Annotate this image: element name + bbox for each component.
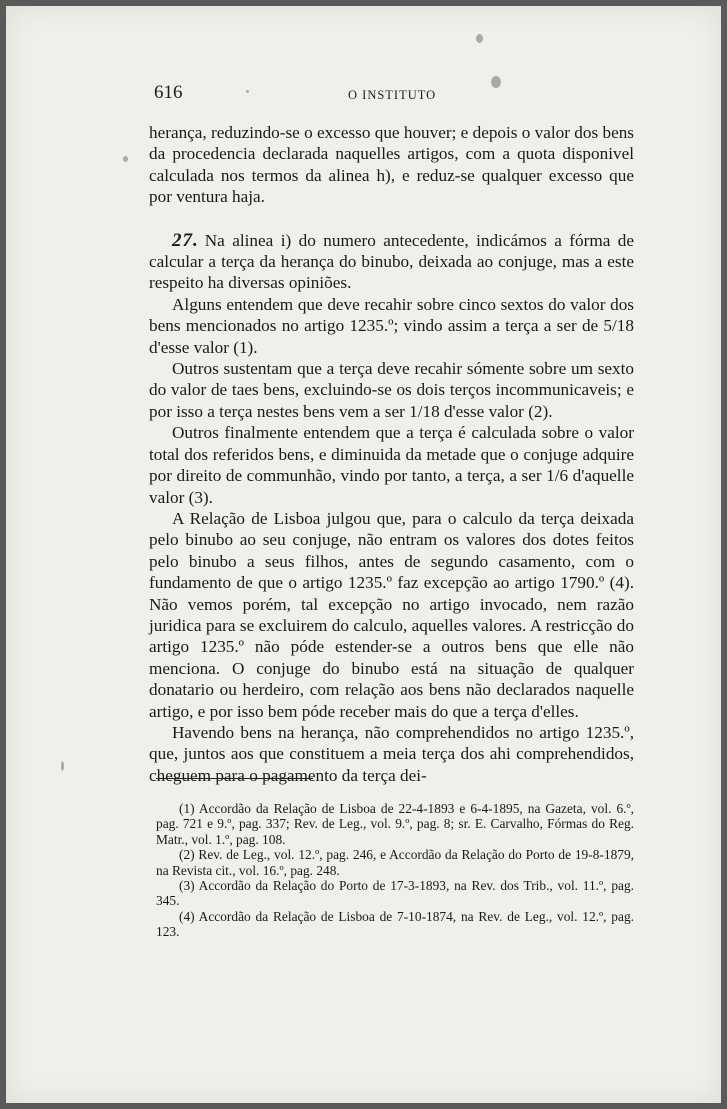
paragraph: Havendo bens na herança, não comprehendidos no artigo 1235.º, que, juntos aos que constituem a meia terça dos ahi comprehendidos, cheguem para o pagamento da terça dei- xyxy=(149,722,634,785)
footnote: (3) Accordão da Relação do Porto de 17-3-1893, na Rev. dos Trib., vol. 11.º, pag. 345. xyxy=(156,878,634,909)
running-header xyxy=(154,82,634,106)
footnotes xyxy=(156,801,634,940)
page-number: 616 xyxy=(154,82,183,103)
footnote: (4) Accordão da Relação de Lisboa de 7-10-1874, na Rev. de Leg., vol. 12.º, pag. 123. xyxy=(156,908,634,940)
footnote-rule xyxy=(156,778,313,779)
paragraph: Alguns entendem que deve recahir sobre cinco sextos do valor dos bens mencionados no artigo 1235.º; vindo assim a terça a ser de 5/18 d'esse valor (1). xyxy=(149,294,634,357)
section-paragraph xyxy=(149,230,634,294)
paragraph-text: Na alinea i) do numero antecedente, indicámos a fórma de calcular a terça da herança do binubo, deixada ao conjuge, mas a este respeito ha diversas opiniões. xyxy=(149,230,634,293)
paragraph: Outros finalmente entendem que a terça é calculada sobre o valor total dos referidos bens, e diminuida da metade que o conjuge adquire por direito de communhão, vindo por tanto, a terça, a ser 1/6 d'aquelle valor (3). xyxy=(149,423,634,507)
running-title: O INSTITUTO xyxy=(348,88,437,102)
section-number: 27. xyxy=(172,229,199,251)
footnote: (1) Accordão da Relação de Lisboa de 22-4-1893 e 6-4-1895, na Gazeta, vol. 6.º, pag. 721 e 9.º, pag. 337; Rev. de Leg., vol. 9.º, pag. 8; sr. E. Carvalho, Fórmas do Reg. Matr., vol. 1.º, pag. 108. xyxy=(156,801,634,847)
main-text xyxy=(149,122,634,786)
scan-speck xyxy=(476,34,483,43)
paragraph: herança, reduzindo-se o excesso que houver; e depois o valor dos bens da procedencia declarada naquelles artigos, com a quota disponivel calculada nos termos da alinea h), e reduz-se qualquer excesso que por ventura haja. xyxy=(149,123,634,207)
book-page xyxy=(6,6,721,1103)
paragraph: A Relação de Lisboa julgou que, para o calculo da terça deixada pelo binubo ao seu conjuge, não entram os valores dos dotes feitos pelo binubo a seus filhos, antes de segundo casamento, com o fundamento de que o artigo 1235.º faz excepção ao artigo 1790.º (4). Não vemos porém, tal excepção no artigo invocado, nem razão juridica para se excluirem do calculo, aquelles valores. A restricção do artigo 1235.º não póde estender-se a outros bens que elle não menciona. O conjuge do binubo está na situação de qualquer donatario ou herdeiro, com relação aos bens não declarados naquelle artigo, e por isso bem póde receber mais do que a terça d'elles. xyxy=(149,508,634,721)
scan-speck xyxy=(61,761,64,771)
footnote: (2) Rev. de Leg., vol. 12.º, pag. 246, e Accordão da Relação do Porto de 19-8-1879, na Revista cit., vol. 16.º, pag. 248. xyxy=(156,847,634,878)
paragraph: Outros sustentam que a terça deve recahir sómente sobre um sexto do valor de taes bens, excluindo-se os dois terços incommunicaveis; e por isso a terça nestes bens vem a ser 1/18 d'esse valor (2). xyxy=(149,359,634,421)
scan-speck xyxy=(123,156,128,162)
